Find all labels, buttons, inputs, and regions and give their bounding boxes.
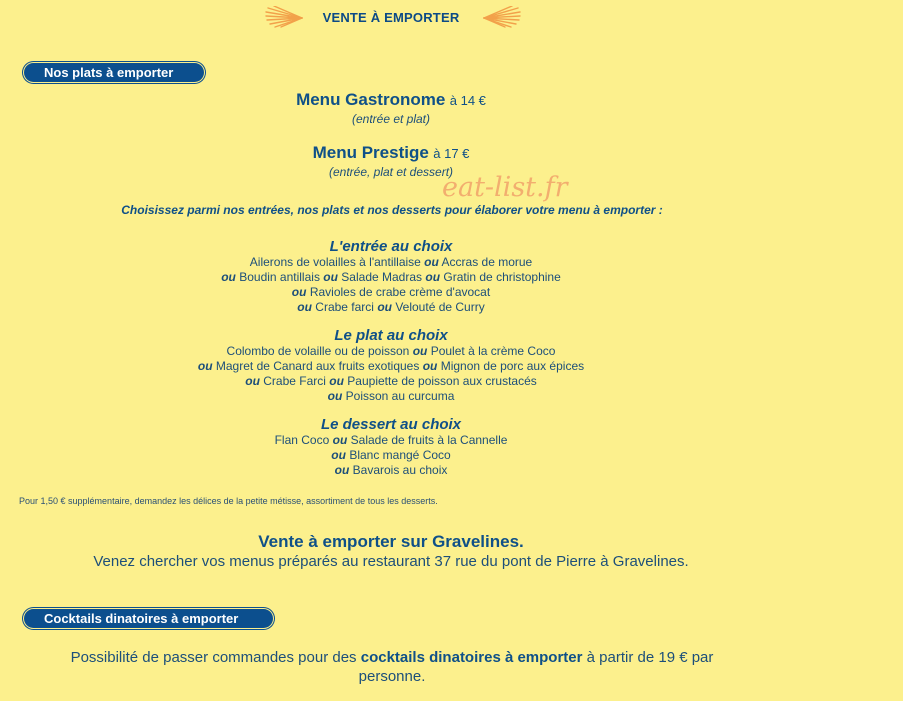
dish-name: Ravioles de crabe crème d'avocat xyxy=(309,285,491,299)
dish-name: Blanc mangé Coco xyxy=(349,448,451,462)
menu-prestige xyxy=(0,143,782,163)
vente-title: Vente à emporter sur Gravelines. xyxy=(258,532,524,551)
list-item xyxy=(0,463,782,478)
list-item xyxy=(0,448,782,463)
dish-name: Ailerons de volailles à l'antillaise xyxy=(249,255,421,269)
dish-name: Velouté de Curry xyxy=(395,300,485,314)
cocktails-text-bold: cocktails dinatoires à emporter xyxy=(360,649,583,666)
dish-name: Colombo de volaille ou de poisson xyxy=(226,344,410,358)
page-title: VENTE À EMPORTER xyxy=(322,10,460,25)
menu-description: (entrée, plat et dessert) xyxy=(328,165,454,179)
palm-fan-icon xyxy=(482,6,522,28)
cocktails-text-after: à partir de 19 € par personne. xyxy=(358,649,714,685)
list-item xyxy=(0,300,782,315)
or-word: ou xyxy=(377,300,392,314)
or-word: ou xyxy=(332,433,348,447)
or-word: ou xyxy=(327,389,343,403)
cocktails-text xyxy=(40,648,744,686)
dish-name: Poisson au curcuma xyxy=(345,389,455,403)
dish-name: Salade Madras xyxy=(341,270,423,284)
list-item xyxy=(0,270,782,285)
course-title: L'entrée au choix xyxy=(329,238,453,255)
menu-name: Menu Prestige xyxy=(312,143,429,162)
course-title: Le dessert au choix xyxy=(320,416,462,433)
dish-name: Mignon de porc aux épices xyxy=(440,359,585,373)
or-word: ou xyxy=(221,270,236,284)
list-item xyxy=(0,359,782,374)
section-header-cocktails: Cocktails dinatoires à emporter xyxy=(24,609,273,628)
course-plat xyxy=(0,327,782,404)
dish-name: Crabe Farci xyxy=(263,374,326,388)
dish-name: Accras de morue xyxy=(441,255,533,269)
page-header xyxy=(260,0,526,36)
course-entree xyxy=(0,238,782,315)
or-word: ou xyxy=(245,374,260,388)
dish-name: Poulet à la crème Coco xyxy=(430,344,556,358)
list-item xyxy=(0,374,782,389)
dish-name: Crabe farci xyxy=(315,300,374,314)
or-word: ou xyxy=(422,359,438,373)
course-dessert xyxy=(0,416,782,478)
list-item xyxy=(0,389,782,404)
dish-name: Paupiette de poisson aux crustacés xyxy=(347,374,537,388)
menu-name: Menu Gastronome xyxy=(296,90,446,109)
course-title: Le plat au choix xyxy=(334,327,448,344)
dish-name: Bavarois au choix xyxy=(352,463,448,477)
dish-name: Magret de Canard aux fruits exotiques xyxy=(215,359,420,373)
or-word: ou xyxy=(323,270,338,284)
list-item xyxy=(0,433,782,448)
menu-description: (entrée et plat) xyxy=(351,112,431,126)
or-word: ou xyxy=(197,359,213,373)
or-word: ou xyxy=(291,285,307,299)
or-word: ou xyxy=(412,344,428,358)
menu-price: à 17 € xyxy=(433,146,470,161)
menu-price: à 14 € xyxy=(449,93,486,108)
dish-name: Gratin de christophine xyxy=(443,270,561,284)
or-word: ou xyxy=(329,374,344,388)
vente-text: Venez chercher vos menus préparés au restaurant 37 rue du pont de Pierre à Gravelines. xyxy=(93,553,689,570)
or-word: ou xyxy=(424,255,439,269)
dish-name: Boudin antillais xyxy=(239,270,320,284)
dish-name: Salade de fruits à la Cannelle xyxy=(350,433,508,447)
or-word: ou xyxy=(334,463,350,477)
or-word: ou xyxy=(425,270,441,284)
menu-gastronome xyxy=(0,90,782,110)
dessert-note: Pour 1,50 € supplémentaire, demandez les délices de la petite métisse, assortiment de tous les desserts. xyxy=(19,496,438,506)
menu-intro: Choisissez parmi nos entrées, nos plats et nos desserts pour élaborer votre menu à emporter : xyxy=(121,203,663,217)
cocktails-text-before: Possibilité de passer commandes pour des xyxy=(70,649,361,666)
watermark: eat-list.fr xyxy=(442,172,568,203)
or-word: ou xyxy=(297,300,312,314)
section-header-plats: Nos plats à emporter xyxy=(24,63,204,82)
list-item xyxy=(0,285,782,300)
list-item xyxy=(0,255,782,270)
dish-name: Flan Coco xyxy=(274,433,330,447)
list-item xyxy=(0,344,782,359)
or-word: ou xyxy=(331,448,346,462)
